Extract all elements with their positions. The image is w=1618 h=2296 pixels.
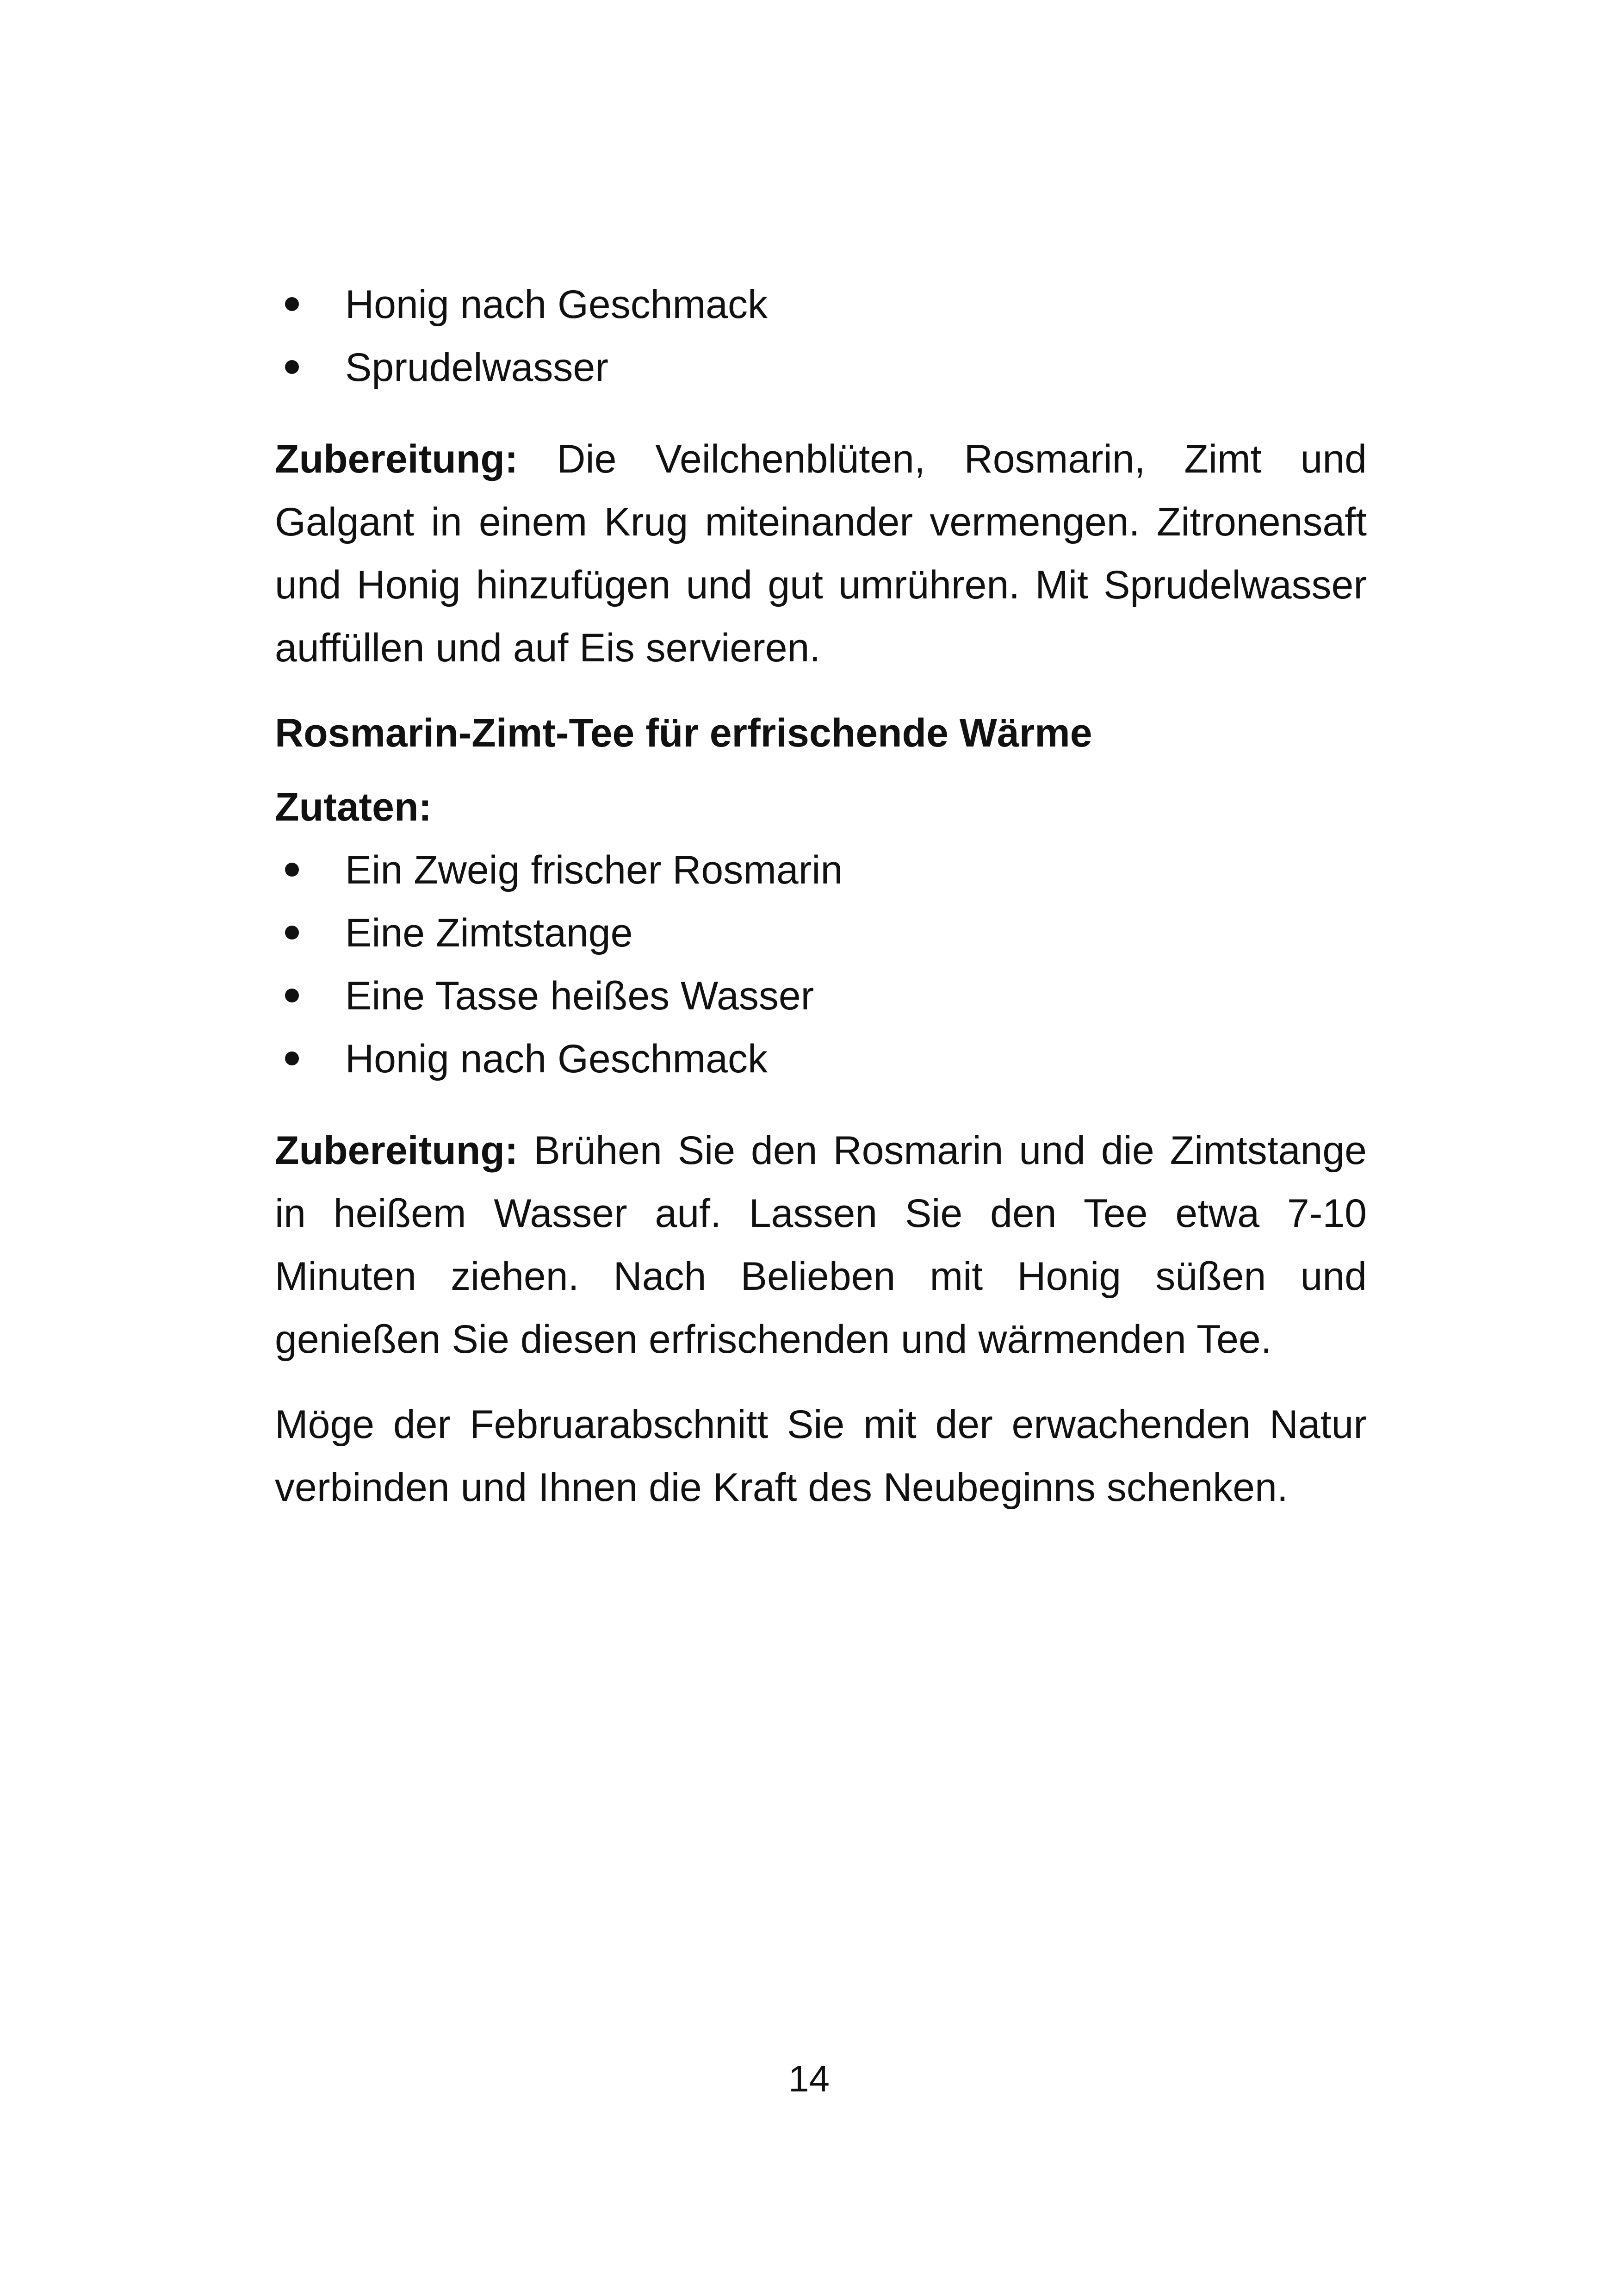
list-item <box>275 273 1367 336</box>
bullet-icon <box>285 863 299 877</box>
bullet-icon <box>285 297 299 311</box>
ingredients-heading: Zutaten: <box>275 785 432 829</box>
list-item-text: Eine Tasse heißes Wasser <box>345 974 814 1018</box>
preparation-paragraph <box>275 428 1367 679</box>
list-item-text: Sprudelwasser <box>345 345 608 390</box>
preparation-label: Zubereitung: <box>275 437 518 481</box>
preparation-text: Brühen Sie den Rosmarin und die Zimtstange in heißem Wasser auf. Lassen Sie den Tee etwa 7-10 Minuten ziehen. Nach Belieben mit Honig süßen und genießen Sie diesen erfrischenden und wärmenden Tee. <box>275 1128 1367 1362</box>
closing-paragraph: Möge der Februarabschnitt Sie mit der erwachenden Natur verbinden und Ihnen die Kraft des Neubeginns schenken. <box>275 1402 1367 1510</box>
list-item-text: Honig nach Geschmack <box>345 1037 768 1081</box>
bullet-icon <box>285 989 299 1002</box>
list-item-text: Eine Zimtstange <box>345 911 633 955</box>
list-item-text: Honig nach Geschmack <box>345 282 768 327</box>
bullet-icon <box>285 926 299 940</box>
preparation-text: Die Veilchenblüten, Rosmarin, Zimt und Galgant in einem Krug miteinander vermengen. Zitronensaft und Honig hinzufügen und gut umrühren. Mit Sprudelwasser auffüllen und auf Eis servieren. <box>275 437 1367 670</box>
list-item <box>275 902 1367 964</box>
preparation-label: Zubereitung: <box>275 1128 518 1173</box>
list-item-text: Ein Zweig frischer Rosmarin <box>345 848 843 892</box>
bullet-icon <box>285 1052 299 1065</box>
list-item <box>275 1027 1367 1090</box>
preparation-paragraph <box>275 1119 1367 1371</box>
ingredient-list-continued <box>275 273 1367 399</box>
recipe-title: Rosmarin-Zimt-Tee für erfrischende Wärme <box>275 711 1092 755</box>
list-item <box>275 336 1367 399</box>
bullet-icon <box>285 360 299 374</box>
ingredient-list <box>275 839 1367 1090</box>
page-content <box>275 273 1367 1519</box>
list-item <box>275 839 1367 902</box>
page-number: 14 <box>788 2058 830 2099</box>
list-item <box>275 964 1367 1027</box>
